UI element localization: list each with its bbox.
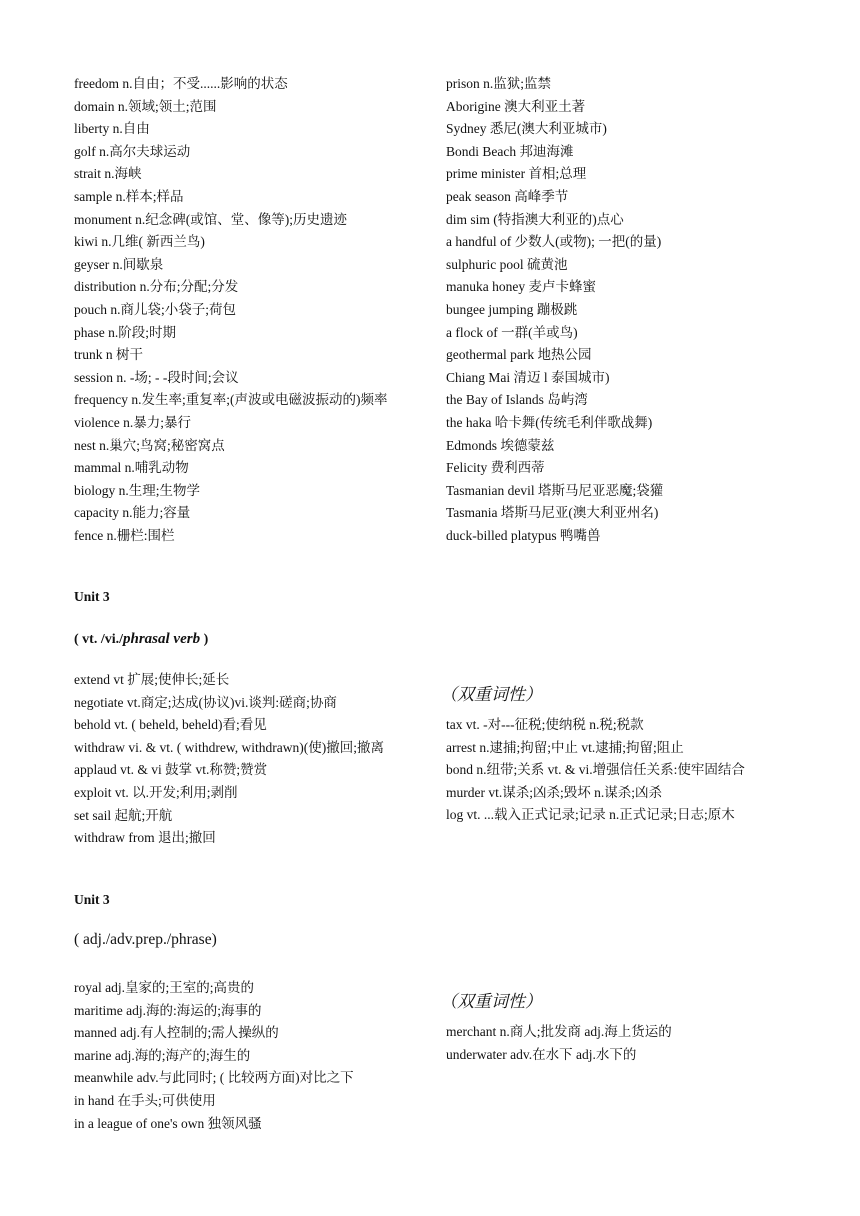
vocab-line: maritime adj.海的:海运的;海事的 — [74, 1002, 262, 1018]
vocab-line: meanwhile adv.与此同时; ( 比较两方面)对比之下 — [74, 1070, 354, 1086]
vocab-line: strait n.海峡 — [74, 166, 142, 182]
vocab-line: a flock of 一群(羊或鸟) — [446, 324, 578, 340]
subheading-emphasis: phrasal verb — [123, 631, 201, 647]
vocab-line: the Bay of Islands 岛屿湾 — [446, 392, 588, 408]
vocab-line: in hand 在手头;可供使用 — [74, 1092, 216, 1108]
vocab-line: sulphuric pool 硫黄池 — [446, 256, 568, 272]
section2-left-column — [74, 977, 426, 1135]
top-left-column — [74, 73, 426, 547]
vocab-line: pouch n.商儿袋;小袋子;荷包 — [74, 301, 236, 317]
vocab-line: exploit vt. 以.开发;利用;剥削 — [74, 784, 238, 800]
vocab-line: a handful of 少数人(或物); 一把(的量) — [446, 234, 662, 250]
section1-left-column — [74, 669, 426, 850]
vocab-line: applaud vt. & vi 鼓掌 vt.称赞;赞赏 — [74, 762, 268, 778]
vocab-line: Edmonds 埃德蒙兹 — [446, 437, 555, 453]
vocab-line: capacity n.能力;容量 — [74, 505, 191, 521]
vocab-line: session n. -场; - -段时间;会议 — [74, 369, 239, 385]
dual-part-of-speech-label: （双重词性） — [440, 685, 542, 705]
vocab-line: arrest n.逮捕;拘留;中止 vt.逮捕;拘留;阻止 — [446, 739, 684, 755]
vocab-line: mammal n.哺乳动物 — [74, 460, 189, 476]
vocab-line: nest n.巢穴;鸟窝;秘密窝点 — [74, 437, 225, 453]
vocab-line: freedom n.自由；不受......影响的状态 — [74, 76, 288, 91]
vocab-line: withdraw vi. & vt. ( withdrew, withdrawn)(使)撤回;撤离 — [74, 739, 384, 755]
vocab-line: Tasmania 塔斯马尼亚(澳大利亚州名) — [446, 505, 659, 521]
vocab-line: monument n.纪念碑(或馆、堂、像等);历史遗迹 — [74, 211, 347, 227]
vocab-line: sample n.样本;样品 — [74, 188, 184, 204]
vocab-line: frequency n.发生率;重复率;(声波或电磁波振动的)频率 — [74, 392, 388, 408]
unit-heading: Unit 3 — [74, 892, 110, 907]
vocab-line: marine adj.海的;海产的;海生的 — [74, 1047, 251, 1063]
vocab-line: underwater adv.在水下 adj.水下的 — [446, 1046, 637, 1062]
vocab-line: manned adj.有人控制的;需人操纵的 — [74, 1025, 279, 1041]
vocab-line: Bondi Beach 邦迪海滩 — [446, 143, 574, 159]
section-subheading: ( adj./adv.prep./phrase) — [74, 931, 217, 948]
vocab-line: murder vt.谋杀;凶杀;毁坏 n.谋杀;凶杀 — [446, 784, 662, 800]
vocab-line: prison n.监狱;监禁 — [446, 76, 552, 91]
vocab-line: biology n.生理;生物学 — [74, 482, 201, 498]
subheading-suffix: ) — [200, 632, 209, 647]
vocab-line: prime minister 首相;总理 — [446, 166, 587, 182]
vocab-line: duck-billed platypus 鸭嘴兽 — [446, 527, 601, 543]
vocab-line: tax vt. -对---征税;使纳税 n.税;税款 — [446, 717, 644, 732]
vocab-line: withdraw from 退出;撤回 — [74, 830, 216, 846]
vocab-line: Sydney 悉尼(澳大利亚城市) — [446, 121, 607, 137]
vocab-line: dim sim (特指澳大利亚的)点心 — [446, 211, 624, 227]
top-right-column — [446, 73, 826, 547]
dual-part-of-speech-label: （双重词性） — [440, 992, 542, 1012]
vocab-line: geothermal park 地热公园 — [446, 347, 592, 363]
vocab-line: Tasmanian devil 塔斯马尼亚恶魔;袋獾 — [446, 482, 664, 498]
vocab-line: manuka honey 麦卢卡蜂蜜 — [446, 279, 596, 295]
vocab-line: fence n.栅栏:围栏 — [74, 527, 175, 543]
vocab-line: negotiate vt.商定;达成(协议)vi.谈判:磋商;协商 — [74, 694, 337, 710]
vocab-line: Chiang Mai 清迈 l 泰国城市) — [446, 369, 610, 385]
vocab-line: Felicity 费利西蒂 — [446, 460, 545, 476]
vocab-line: in a league of one's own 独领风骚 — [74, 1115, 262, 1131]
vocab-line: log vt. ...载入正式记录;记录 n.正式记录;日志;原木 — [446, 807, 735, 823]
vocab-line: peak season 高峰季节 — [446, 188, 569, 204]
vocab-line: geyser n.间歇泉 — [74, 256, 164, 272]
vocab-line: Aborigine 澳大利亚土著 — [446, 98, 586, 114]
vocab-line: liberty n.自由 — [74, 121, 150, 137]
section-subheading — [74, 631, 208, 648]
vocab-line: behold vt. ( beheld, beheld)看;看见 — [74, 717, 267, 733]
section2-right-column — [446, 1021, 826, 1066]
subheading-prefix: ( vt. /vi./ — [74, 632, 123, 647]
vocab-line: set sail 起航;开航 — [74, 807, 173, 823]
vocab-line: royal adj.皇家的;王室的;高贵的 — [74, 980, 254, 995]
vocab-line: distribution n.分布;分配;分发 — [74, 279, 239, 295]
vocab-line: bungee jumping 蹦极跳 — [446, 301, 578, 317]
vocab-line: the haka 哈卡舞(传统毛利伴歌战舞) — [446, 414, 653, 430]
vocab-line: violence n.暴力;暴行 — [74, 414, 191, 430]
vocab-line: merchant n.商人;批发商 adj.海上货运的 — [446, 1024, 672, 1039]
vocab-line: golf n.高尔夫球运动 — [74, 143, 191, 159]
vocab-line: trunk n 树干 — [74, 347, 143, 363]
vocab-line: extend vt 扩展;使伸长;延长 — [74, 672, 230, 687]
vocab-line: kiwi n.几维( 新西兰鸟) — [74, 234, 205, 250]
section1-right-column — [446, 714, 836, 827]
vocab-line: domain n.领域;领土;范围 — [74, 98, 217, 114]
vocab-line: phase n.阶段;时期 — [74, 324, 176, 340]
vocab-line: bond n.纽带;关系 vt. & vi.增强信任关系:使牢固结合 — [446, 762, 745, 778]
unit-heading: Unit 3 — [74, 589, 110, 604]
